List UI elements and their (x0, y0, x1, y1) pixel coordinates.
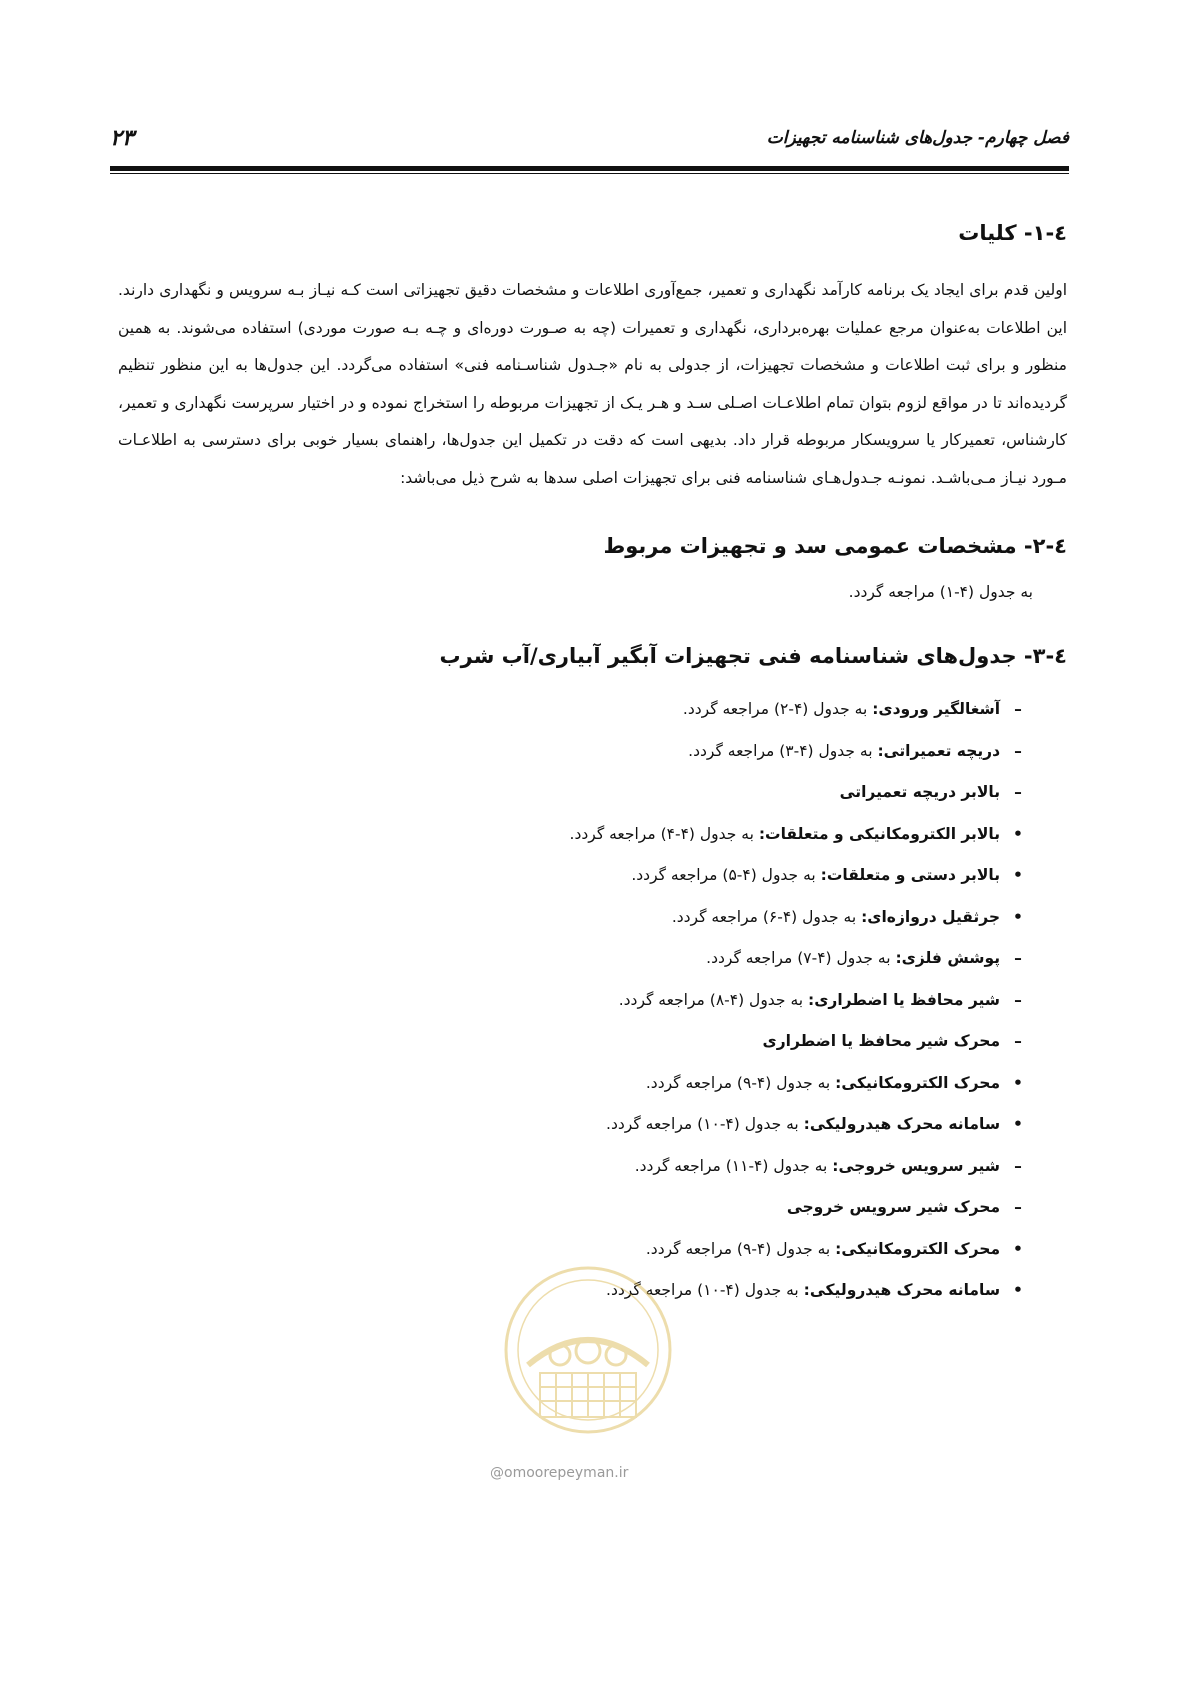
dash-marker: – (1014, 990, 1022, 1009)
header-rule-thin (110, 173, 1069, 174)
list-item-term: محرک الکترومکانیکی: (835, 1239, 1001, 1258)
list-item (118, 772, 1067, 814)
bullet-marker: • (1013, 1115, 1023, 1133)
bullet-marker: • (1013, 1281, 1023, 1299)
list-item-term: جرثقیل دروازه‌ای: (861, 907, 1001, 926)
dash-marker: – (1014, 700, 1022, 718)
list-item-term: محرک الکترومکانیکی: (835, 1073, 1001, 1092)
dash-marker: – (1014, 783, 1022, 801)
list-item-term: بالابر الکترومکانیکی و متعلقات: (758, 824, 1001, 843)
page-number: ۲۳ (110, 126, 134, 151)
list-item (118, 1229, 1067, 1271)
list-item-term: محرک شیر محافظ یا اضطراری (762, 1032, 1001, 1050)
list-item-text: به جدول (۴-۷) مراجعه گردد. (706, 949, 896, 967)
dash-marker: – (1014, 1156, 1022, 1175)
list-item-text: به جدول (۴-۲) مراجعه گردد. (682, 700, 873, 718)
list-item (118, 1146, 1067, 1188)
dash-marker: – (1014, 1198, 1022, 1216)
list-item-text: به جدول (۴-۹) مراجعه گردد. (645, 1073, 836, 1092)
list-item (118, 814, 1067, 856)
section-heading-intake-equipment: ٤-٣- جدول‌های شناسنامه فنی تجهیزات آبگیر آبیاری/آب شرب (439, 644, 1067, 668)
list-item-term: دریچه تعمیراتی: (877, 741, 1001, 760)
list-item (118, 1104, 1067, 1146)
list-item (118, 1063, 1067, 1105)
list-item (118, 980, 1067, 1022)
list-item-text: به جدول (۴-۱۰) مراجعه گردد. (606, 1115, 804, 1133)
running-header (110, 128, 1069, 164)
section-heading-general-specs: ٤-٢- مشخصات عمومی سد و تجهیزات مربوط (603, 534, 1067, 558)
list-item-text: به جدول (۴-۴) مراجعه گردد. (569, 824, 759, 843)
list-item (118, 938, 1067, 980)
bullet-marker: • (1013, 824, 1023, 843)
list-item-term: آشغالگیر ورودی: (872, 700, 1001, 718)
header-rule (110, 166, 1069, 171)
list-item-text: به جدول (۴-۸) مراجعه گردد. (618, 990, 808, 1009)
equipment-list (118, 689, 1067, 1312)
bullet-marker: • (1013, 1073, 1023, 1092)
list-item (118, 1270, 1067, 1312)
list-item-text: به جدول (۴-۱۱) مراجعه گردد. (634, 1156, 833, 1175)
bullet-marker: • (1013, 1239, 1023, 1258)
list-item-text: به جدول (۴-۹) مراجعه گردد. (645, 1239, 836, 1258)
dash-marker: – (1014, 1032, 1022, 1050)
list-item-term: سامانه محرک هیدرولیکی: (803, 1115, 1001, 1133)
list-item-term: بالابر دستی و متعلقات: (820, 866, 1001, 884)
list-item-term: بالابر دریچه تعمیراتی (839, 783, 1001, 801)
list-item-text: به جدول (۴-۶) مراجعه گردد. (671, 907, 862, 926)
list-item-text: به جدول (۴-۵) مراجعه گردد. (631, 866, 821, 884)
list-item (118, 897, 1067, 939)
bullet-marker: • (1013, 866, 1023, 884)
list-item-term: شیر سرویس خروجی: (832, 1156, 1001, 1175)
page-content (118, 218, 1067, 1312)
intro-paragraph: اولین قدم برای ایجاد یک برنامه کارآمد نگهداری و تعمیر، جمع‌آوری اطلاعات و مشخصات دقیق تجهیزاتی است کـه نیـاز بـه سرویس و نگهداری دارند. این اطلاعات به‌عنوان مرجع عملیات بهره‌برداری، نگهداری و تعمیرات (چه به صـورت دوره‌ای و چـه بـه صورت موردی) استفاده می‌شوند. به همین منظور و برای ثبت اطلاعات و مشخصات تجهیزات، از جدولی به نام «جـدول شناسـنامه فنی» استفاده می‌گردد. این جدول‌ها به این منظور تنظیم گردیده‌اند تا در مواقع لزوم بتوان تمام اطلاعـات اصـلی سـد و هـر یـک از تجهیزات مربوطه را استخراج نموده و در اختیار سرپرست نگهداری و تعمیر، کارشناس، تعمیرکار یا سرویسکار مربوطه قرار داد. بدیهی است که دقت در تکمیل این جدول‌ها، راهنمای بسیار خوبی برای دسترسی به اطلاعـات مـورد نیـاز مـی‌باشـد. نمونـه جـدول‌هـای شناسنامه فنی برای تجهیزات اصلی سدها به شرح ذیل می‌باشد: (118, 281, 1067, 487)
list-item-text: به جدول (۴-۳) مراجعه گردد. (688, 741, 878, 760)
bullet-marker: • (1013, 907, 1023, 926)
watermark-url: @omoorepeyman.ir (490, 1465, 629, 1481)
list-item-term: سامانه محرک هیدرولیکی: (803, 1281, 1001, 1299)
list-item (118, 1187, 1067, 1229)
list-item-term: محرک شیر سرویس خروجی (786, 1198, 1001, 1216)
list-item-term: پوشش فلزی: (895, 949, 1001, 967)
list-item-text: به جدول (۴-۱۰) مراجعه گردد. (606, 1281, 804, 1299)
list-item (118, 855, 1067, 897)
list-item (118, 731, 1067, 773)
list-item (118, 1021, 1067, 1063)
list-item-term: شیر محافظ یا اضطراری: (808, 990, 1001, 1009)
dash-marker: – (1014, 949, 1022, 967)
dash-marker: – (1014, 741, 1022, 760)
chapter-title: فصل چهارم- جدول‌های شناسنامه تجهیزات (766, 128, 1069, 148)
list-item (118, 689, 1067, 731)
section-heading-general: ٤-١- کلیات (958, 221, 1067, 245)
table-reference: به جدول (۴-۱) مراجعه گردد. (848, 583, 1033, 601)
